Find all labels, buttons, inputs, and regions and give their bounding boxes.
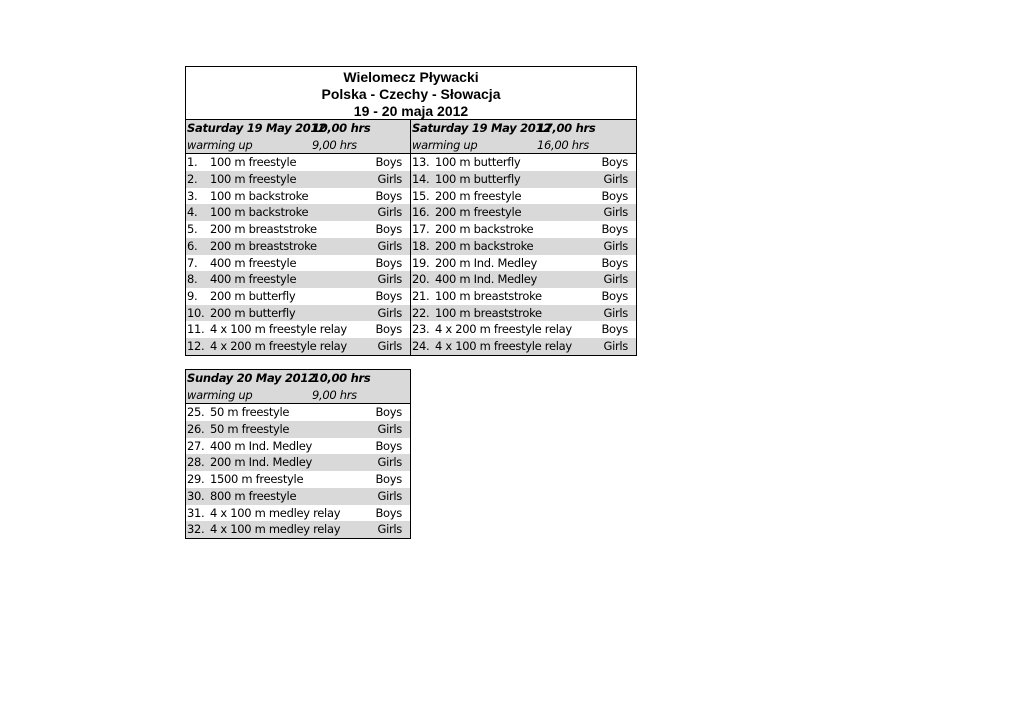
event-name: 400 m freestyle — [210, 255, 297, 270]
title-block — [185, 66, 637, 119]
event-number: 27. — [187, 438, 205, 453]
event-row — [186, 454, 410, 471]
warmup-time: 9,00 hrs — [312, 137, 357, 152]
event-row — [411, 154, 636, 171]
event-gender: Boys — [601, 322, 628, 337]
event-row — [411, 338, 636, 355]
event-gender: Girls — [377, 305, 402, 320]
event-gender: Boys — [375, 438, 402, 453]
event-name: 400 m freestyle — [210, 272, 297, 287]
event-gender: Boys — [601, 288, 628, 303]
session-day: Saturday 19 May 2012 — [187, 121, 326, 135]
event-row — [186, 255, 410, 272]
event-gender: Boys — [375, 405, 402, 420]
event-number: 26. — [187, 422, 205, 437]
event-gender: Boys — [375, 155, 402, 170]
event-number: 4. — [187, 205, 198, 220]
event-gender: Girls — [377, 338, 402, 353]
event-row — [411, 255, 636, 272]
event-row — [186, 238, 410, 255]
event-gender: Boys — [375, 255, 402, 270]
event-number: 5. — [187, 222, 198, 237]
event-row — [186, 288, 410, 305]
event-row — [411, 221, 636, 238]
event-number: 24. — [412, 338, 430, 353]
event-gender: Boys — [601, 155, 628, 170]
event-row — [186, 271, 410, 288]
event-row — [186, 154, 410, 171]
event-row — [186, 321, 410, 338]
event-number: 19. — [412, 255, 430, 270]
event-gender: Girls — [603, 272, 628, 287]
event-number: 13. — [412, 155, 430, 170]
event-number: 20. — [412, 272, 430, 287]
event-gender: Boys — [375, 288, 402, 303]
event-number: 16. — [412, 205, 430, 220]
schedule-sunday — [185, 369, 411, 539]
event-name: 400 m Ind. Medley — [210, 438, 313, 453]
event-gender: Boys — [601, 188, 628, 203]
event-row — [186, 488, 410, 505]
event-name: 4 x 100 m medley relay — [210, 522, 341, 537]
event-number: 6. — [187, 238, 198, 253]
event-number: 8. — [187, 272, 198, 287]
event-name: 200 m backstroke — [435, 238, 534, 253]
event-row — [186, 421, 410, 438]
event-row — [411, 171, 636, 188]
warmup-label: warming up — [187, 137, 253, 152]
event-name: 200 m Ind. Medley — [435, 255, 538, 270]
event-number: 18. — [412, 238, 430, 253]
session-day: Sunday 20 May 2012 — [187, 371, 316, 385]
event-gender: Boys — [601, 222, 628, 237]
event-gender: Girls — [377, 522, 402, 537]
session-header — [186, 120, 410, 137]
session-time: 10,00 hrs — [312, 121, 371, 135]
event-name: 200 m freestyle — [435, 188, 522, 203]
event-row — [411, 288, 636, 305]
event-number: 9. — [187, 288, 198, 303]
event-name: 200 m Ind. Medley — [210, 455, 313, 470]
event-gender: Girls — [603, 338, 628, 353]
event-number: 31. — [187, 505, 205, 520]
event-gender: Boys — [375, 222, 402, 237]
event-list — [186, 404, 410, 538]
event-number: 12. — [187, 338, 205, 353]
event-name: 200 m breaststroke — [210, 238, 317, 253]
warmup-label: warming up — [187, 387, 253, 402]
event-number: 28. — [187, 455, 205, 470]
event-name: 100 m freestyle — [210, 172, 297, 187]
warmup-time: 9,00 hrs — [312, 387, 357, 402]
event-gender: Girls — [377, 272, 402, 287]
event-gender: Girls — [603, 238, 628, 253]
event-list — [186, 154, 410, 354]
event-row — [186, 438, 410, 455]
warmup-label: warming up — [412, 137, 478, 152]
event-number: 10. — [187, 305, 205, 320]
event-row — [411, 271, 636, 288]
session-header — [411, 120, 636, 137]
title-line-1: Wielomecz Pływacki — [343, 69, 479, 85]
event-row — [186, 505, 410, 522]
event-name: 200 m breaststroke — [210, 222, 317, 237]
event-number: 2. — [187, 172, 198, 187]
event-gender: Girls — [603, 205, 628, 220]
event-gender: Girls — [377, 172, 402, 187]
event-name: 4 x 100 m freestyle relay — [210, 322, 347, 337]
event-gender: Girls — [377, 455, 402, 470]
event-row — [186, 171, 410, 188]
event-row — [186, 404, 410, 421]
event-gender: Boys — [601, 255, 628, 270]
session-time: 17,00 hrs — [537, 121, 596, 135]
saturday-morning-block — [185, 119, 411, 356]
title-line-3: 19 - 20 maja 2012 — [353, 103, 469, 119]
event-name: 100 m breaststroke — [435, 288, 542, 303]
event-gender: Girls — [377, 238, 402, 253]
event-name: 50 m freestyle — [210, 405, 290, 420]
session-header — [186, 370, 410, 387]
event-gender: Boys — [375, 322, 402, 337]
event-name: 200 m butterfly — [210, 305, 296, 320]
warmup-row — [186, 137, 410, 155]
event-row — [186, 471, 410, 488]
title-line-2: Polska - Czechy - Słowacja — [321, 86, 501, 102]
event-name: 1500 m freestyle — [210, 472, 304, 487]
event-number: 30. — [187, 488, 205, 503]
event-number: 14. — [412, 172, 430, 187]
saturday-blocks — [185, 119, 637, 356]
event-number: 17. — [412, 222, 430, 237]
event-gender: Girls — [377, 488, 402, 503]
event-gender: Girls — [603, 172, 628, 187]
event-name: 100 m breaststroke — [435, 305, 542, 320]
event-name: 200 m butterfly — [210, 288, 296, 303]
event-row — [186, 204, 410, 221]
event-name: 50 m freestyle — [210, 422, 290, 437]
event-row — [186, 221, 410, 238]
event-row — [186, 521, 410, 538]
event-row — [186, 338, 410, 355]
event-number: 22. — [412, 305, 430, 320]
event-name: 4 x 100 m medley relay — [210, 505, 341, 520]
event-row — [186, 305, 410, 322]
event-name: 100 m butterfly — [435, 172, 521, 187]
saturday-evening-block — [411, 119, 637, 356]
event-name: 800 m freestyle — [210, 488, 297, 503]
session-time: 10,00 hrs — [312, 371, 371, 385]
event-number: 15. — [412, 188, 430, 203]
event-number: 1. — [187, 155, 198, 170]
event-gender: Girls — [377, 205, 402, 220]
event-name: 200 m backstroke — [435, 222, 534, 237]
event-number: 7. — [187, 255, 198, 270]
event-name: 4 x 200 m freestyle relay — [210, 338, 347, 353]
event-name: 200 m freestyle — [435, 205, 522, 220]
event-row — [186, 188, 410, 205]
event-list — [411, 154, 636, 354]
event-name: 100 m freestyle — [210, 155, 297, 170]
event-name: 4 x 200 m freestyle relay — [435, 322, 572, 337]
event-gender: Girls — [377, 422, 402, 437]
event-number: 25. — [187, 405, 205, 420]
event-name: 100 m backstroke — [210, 188, 309, 203]
warmup-row — [186, 387, 410, 405]
event-number: 32. — [187, 522, 205, 537]
event-number: 29. — [187, 472, 205, 487]
event-number: 3. — [187, 188, 198, 203]
event-name: 100 m butterfly — [435, 155, 521, 170]
event-row — [411, 188, 636, 205]
event-row — [411, 204, 636, 221]
event-row — [411, 321, 636, 338]
warmup-time: 16,00 hrs — [537, 137, 589, 152]
event-gender: Boys — [375, 472, 402, 487]
event-gender: Boys — [375, 188, 402, 203]
sunday-block — [185, 369, 411, 539]
event-gender: Girls — [603, 305, 628, 320]
schedule-saturday — [185, 66, 637, 356]
event-number: 23. — [412, 322, 430, 337]
event-number: 21. — [412, 288, 430, 303]
session-day: Saturday 19 May 2012 — [412, 121, 551, 135]
event-row — [411, 305, 636, 322]
event-name: 100 m backstroke — [210, 205, 309, 220]
event-name: 4 x 100 m freestyle relay — [435, 338, 572, 353]
event-gender: Boys — [375, 505, 402, 520]
warmup-row — [411, 137, 636, 155]
event-row — [411, 238, 636, 255]
event-name: 400 m Ind. Medley — [435, 272, 538, 287]
event-number: 11. — [187, 322, 205, 337]
